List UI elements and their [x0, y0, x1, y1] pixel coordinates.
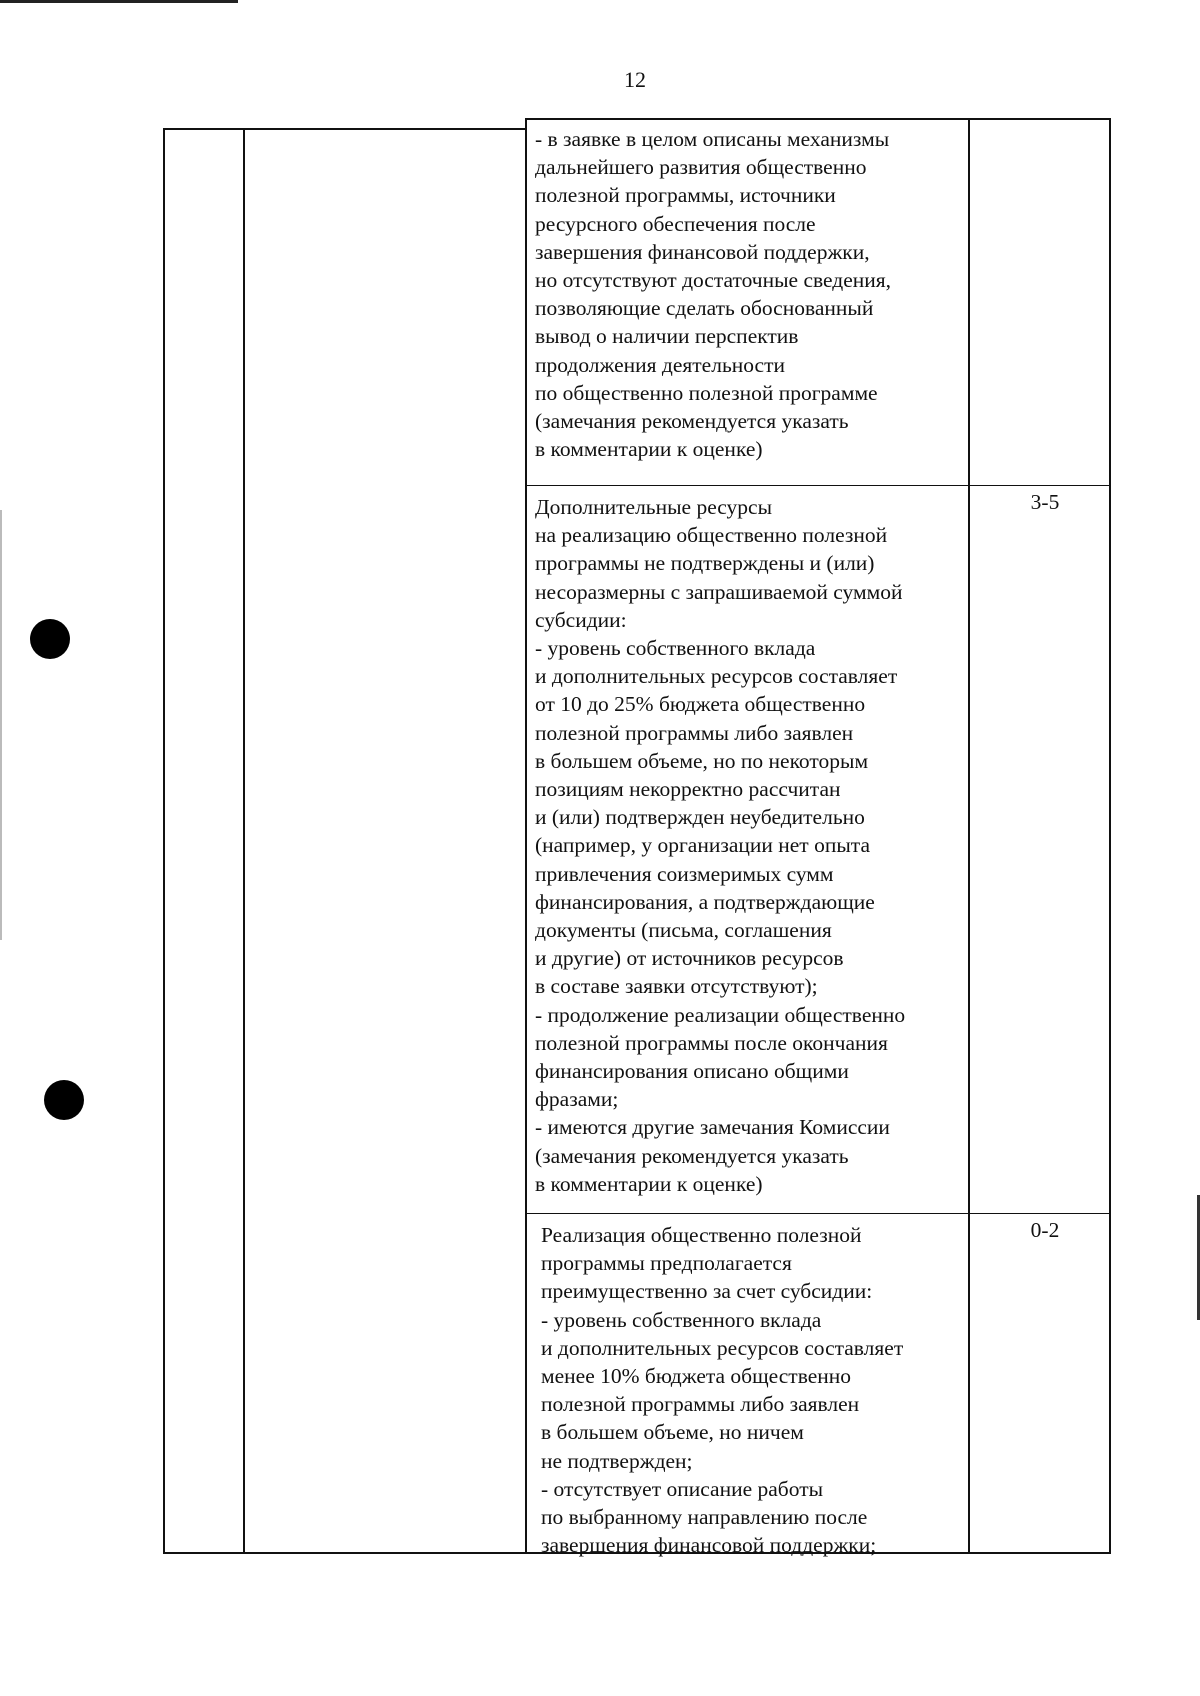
table-border-top-left — [163, 128, 527, 130]
table-column-divider-1 — [243, 128, 245, 1554]
criterion-text-row-3: Реализация общественно полезной программы предполагается преимущественно за счет субсидии: - уровень собственного вклада и дополнительных ресурсов составляет менее 10% бюджета общественно полезной программы либо заявлен в большем объеме, но ничем не подтвержден; - отсутствует описание работы по выбранному направлению после завершения финансовой поддержки; — [541, 1223, 904, 1558]
punch-hole-upper — [30, 619, 70, 659]
punch-hole-lower — [44, 1080, 84, 1120]
table-border-top-right — [525, 118, 1111, 120]
page-number: 12 — [624, 67, 646, 92]
scan-artifact-top — [0, 0, 238, 3]
table-column-divider-3 — [968, 118, 970, 1554]
table-column-divider-2 — [525, 118, 527, 1554]
table-row-divider-2 — [525, 1213, 1111, 1214]
table-row-divider-1 — [525, 485, 1111, 486]
table-border-right — [1109, 118, 1111, 1554]
score-row-2: 3-5 — [1030, 490, 1060, 514]
score-row-3: 0-2 — [1030, 1218, 1060, 1242]
criterion-text-row-2: Дополнительные ресурсы на реализацию общественно полезной программы не подтверждены и (или) несоразмерны с запрашиваемой суммой субсидии: - уровень собственного вклада и дополнительных ресурсов составляет от 10 до 25% бюджета общественно полезной программы либо заявлен в большем объеме, но по некоторым позициям некорректно рассчитан и (или) подтвержден неубедительно (например, у организации нет опыта привлечения соизмеримых сумм финансирования, а подтверждающие документы (письма, соглашения и другие) от источников ресурсов в составе заявки отсутствуют); - продолжение реализации общественно полезной программы после окончания финансирования описано общими фразами; - имеются другие замечания Комиссии (замечания рекомендуется указать в комментарии к оценке) — [535, 495, 906, 1196]
criterion-text-row-1: - в заявке в целом описаны механизмы дальнейшего развития общественно полезной программы, источники ресурсного обеспечения после завершения финансовой поддержки, но отсутствуют достаточные сведения, позволяющие сделать обоснованный вывод о наличии перспектив продолжения деятельности по общественно полезной программе (замечания рекомендуется указать в комментарии к оценке) — [535, 127, 892, 462]
table-border-left — [163, 128, 165, 1554]
scan-artifact-left — [0, 510, 2, 940]
